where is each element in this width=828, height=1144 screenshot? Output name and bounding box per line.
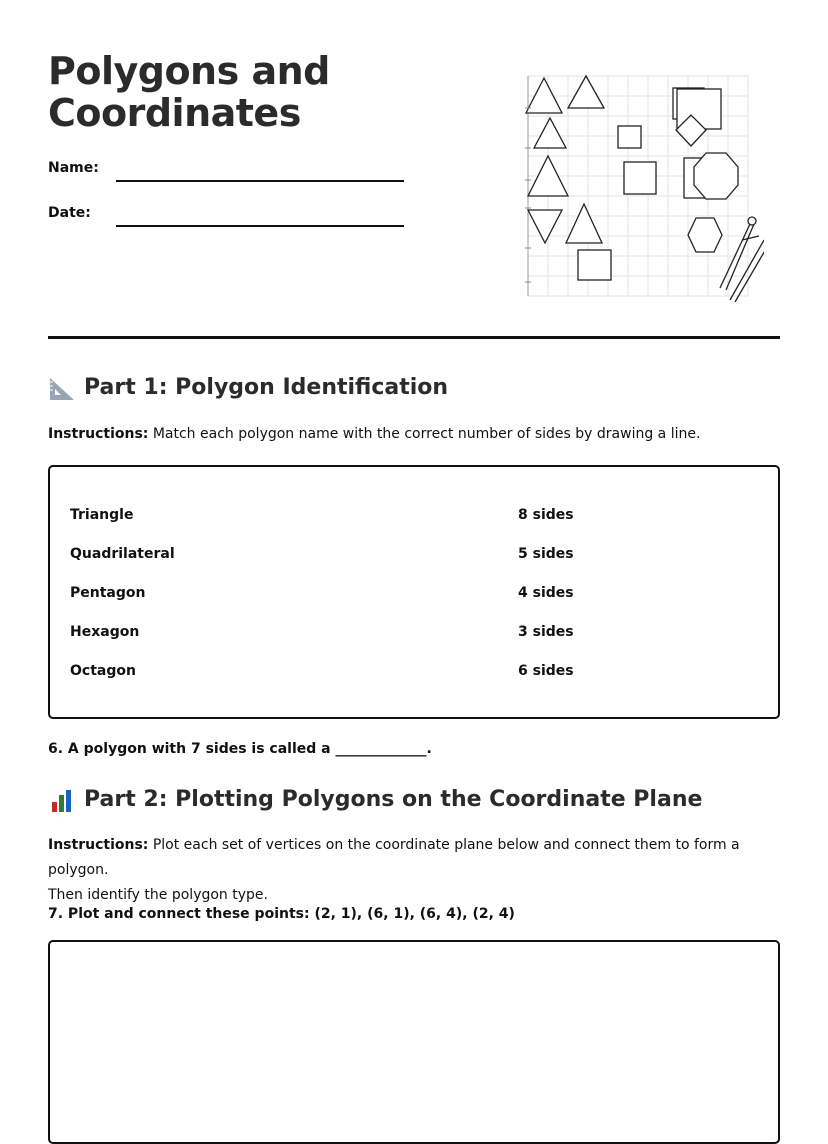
- instructions-label: Instructions:: [48, 837, 149, 853]
- question-6[interactable]: 6. A polygon with 7 sides is called a _____________.: [48, 741, 432, 757]
- page-title-line2: Coordinates: [48, 91, 301, 135]
- page-title-line1: Polygons and: [48, 49, 330, 93]
- part1-instructions: [48, 422, 780, 447]
- instructions-label: Instructions:: [48, 426, 149, 442]
- instructions-text-line2: Then identify the polygon type.: [48, 887, 268, 903]
- match-row: [70, 661, 760, 681]
- part2-heading-text: Part 2: Plotting Polygons on the Coordinate Plane: [84, 787, 703, 812]
- part1-heading: [48, 374, 448, 402]
- coordinate-plane-area[interactable]: [48, 940, 780, 1144]
- polygon-name[interactable]: Triangle: [70, 507, 134, 523]
- side-count[interactable]: 6 sides: [518, 663, 574, 679]
- triangle-shape: [528, 210, 562, 243]
- part2-instructions: [48, 833, 780, 908]
- triangle-shape: [566, 204, 602, 243]
- match-row: [70, 505, 760, 525]
- hexagon-shape: [688, 218, 722, 252]
- triangle-shape: [568, 76, 604, 108]
- polygon-shapes: [526, 76, 738, 280]
- instructions-text: Plot each set of vertices on the coordinate plane below and connect them to form a polygon.: [48, 837, 740, 878]
- instructions-text: Match each polygon name with the correct number of sides by drawing a line.: [148, 426, 701, 442]
- polygon-name[interactable]: Octagon: [70, 663, 136, 679]
- section-divider: [48, 336, 780, 339]
- match-row: [70, 583, 760, 603]
- set-square-ruler-icon: [48, 374, 76, 402]
- name-label: Name:: [48, 160, 99, 176]
- part1-heading-text: Part 1: Polygon Identification: [84, 375, 449, 400]
- square-shape: [618, 126, 641, 148]
- polygon-name[interactable]: Pentagon: [70, 585, 146, 601]
- triangle-shape: [534, 118, 566, 148]
- square-shape: [578, 250, 611, 280]
- side-count[interactable]: 4 sides: [518, 585, 574, 601]
- date-field[interactable]: [116, 225, 404, 227]
- date-label: Date:: [48, 205, 91, 221]
- geometry-shapes-grid-illustration: [520, 68, 764, 312]
- side-count[interactable]: 5 sides: [518, 546, 574, 562]
- bar-chart-icon: [48, 786, 76, 814]
- part2-heading: [48, 786, 702, 814]
- polygon-name[interactable]: Hexagon: [70, 624, 140, 640]
- worksheet-page: [48, 0, 780, 1118]
- matching-box: [48, 465, 780, 719]
- match-row: [70, 544, 760, 564]
- match-row: [70, 622, 760, 642]
- question-7: 7. Plot and connect these points: (2, 1), (6, 1), (6, 4), (2, 4): [48, 906, 515, 922]
- polygon-name[interactable]: Quadrilateral: [70, 546, 175, 562]
- name-field[interactable]: [116, 180, 404, 182]
- side-count[interactable]: 8 sides: [518, 507, 574, 523]
- octagon-shape: [694, 153, 738, 199]
- page-title: [48, 50, 330, 134]
- compass-icon: [720, 217, 764, 302]
- square-shape: [624, 162, 656, 194]
- side-count[interactable]: 3 sides: [518, 624, 574, 640]
